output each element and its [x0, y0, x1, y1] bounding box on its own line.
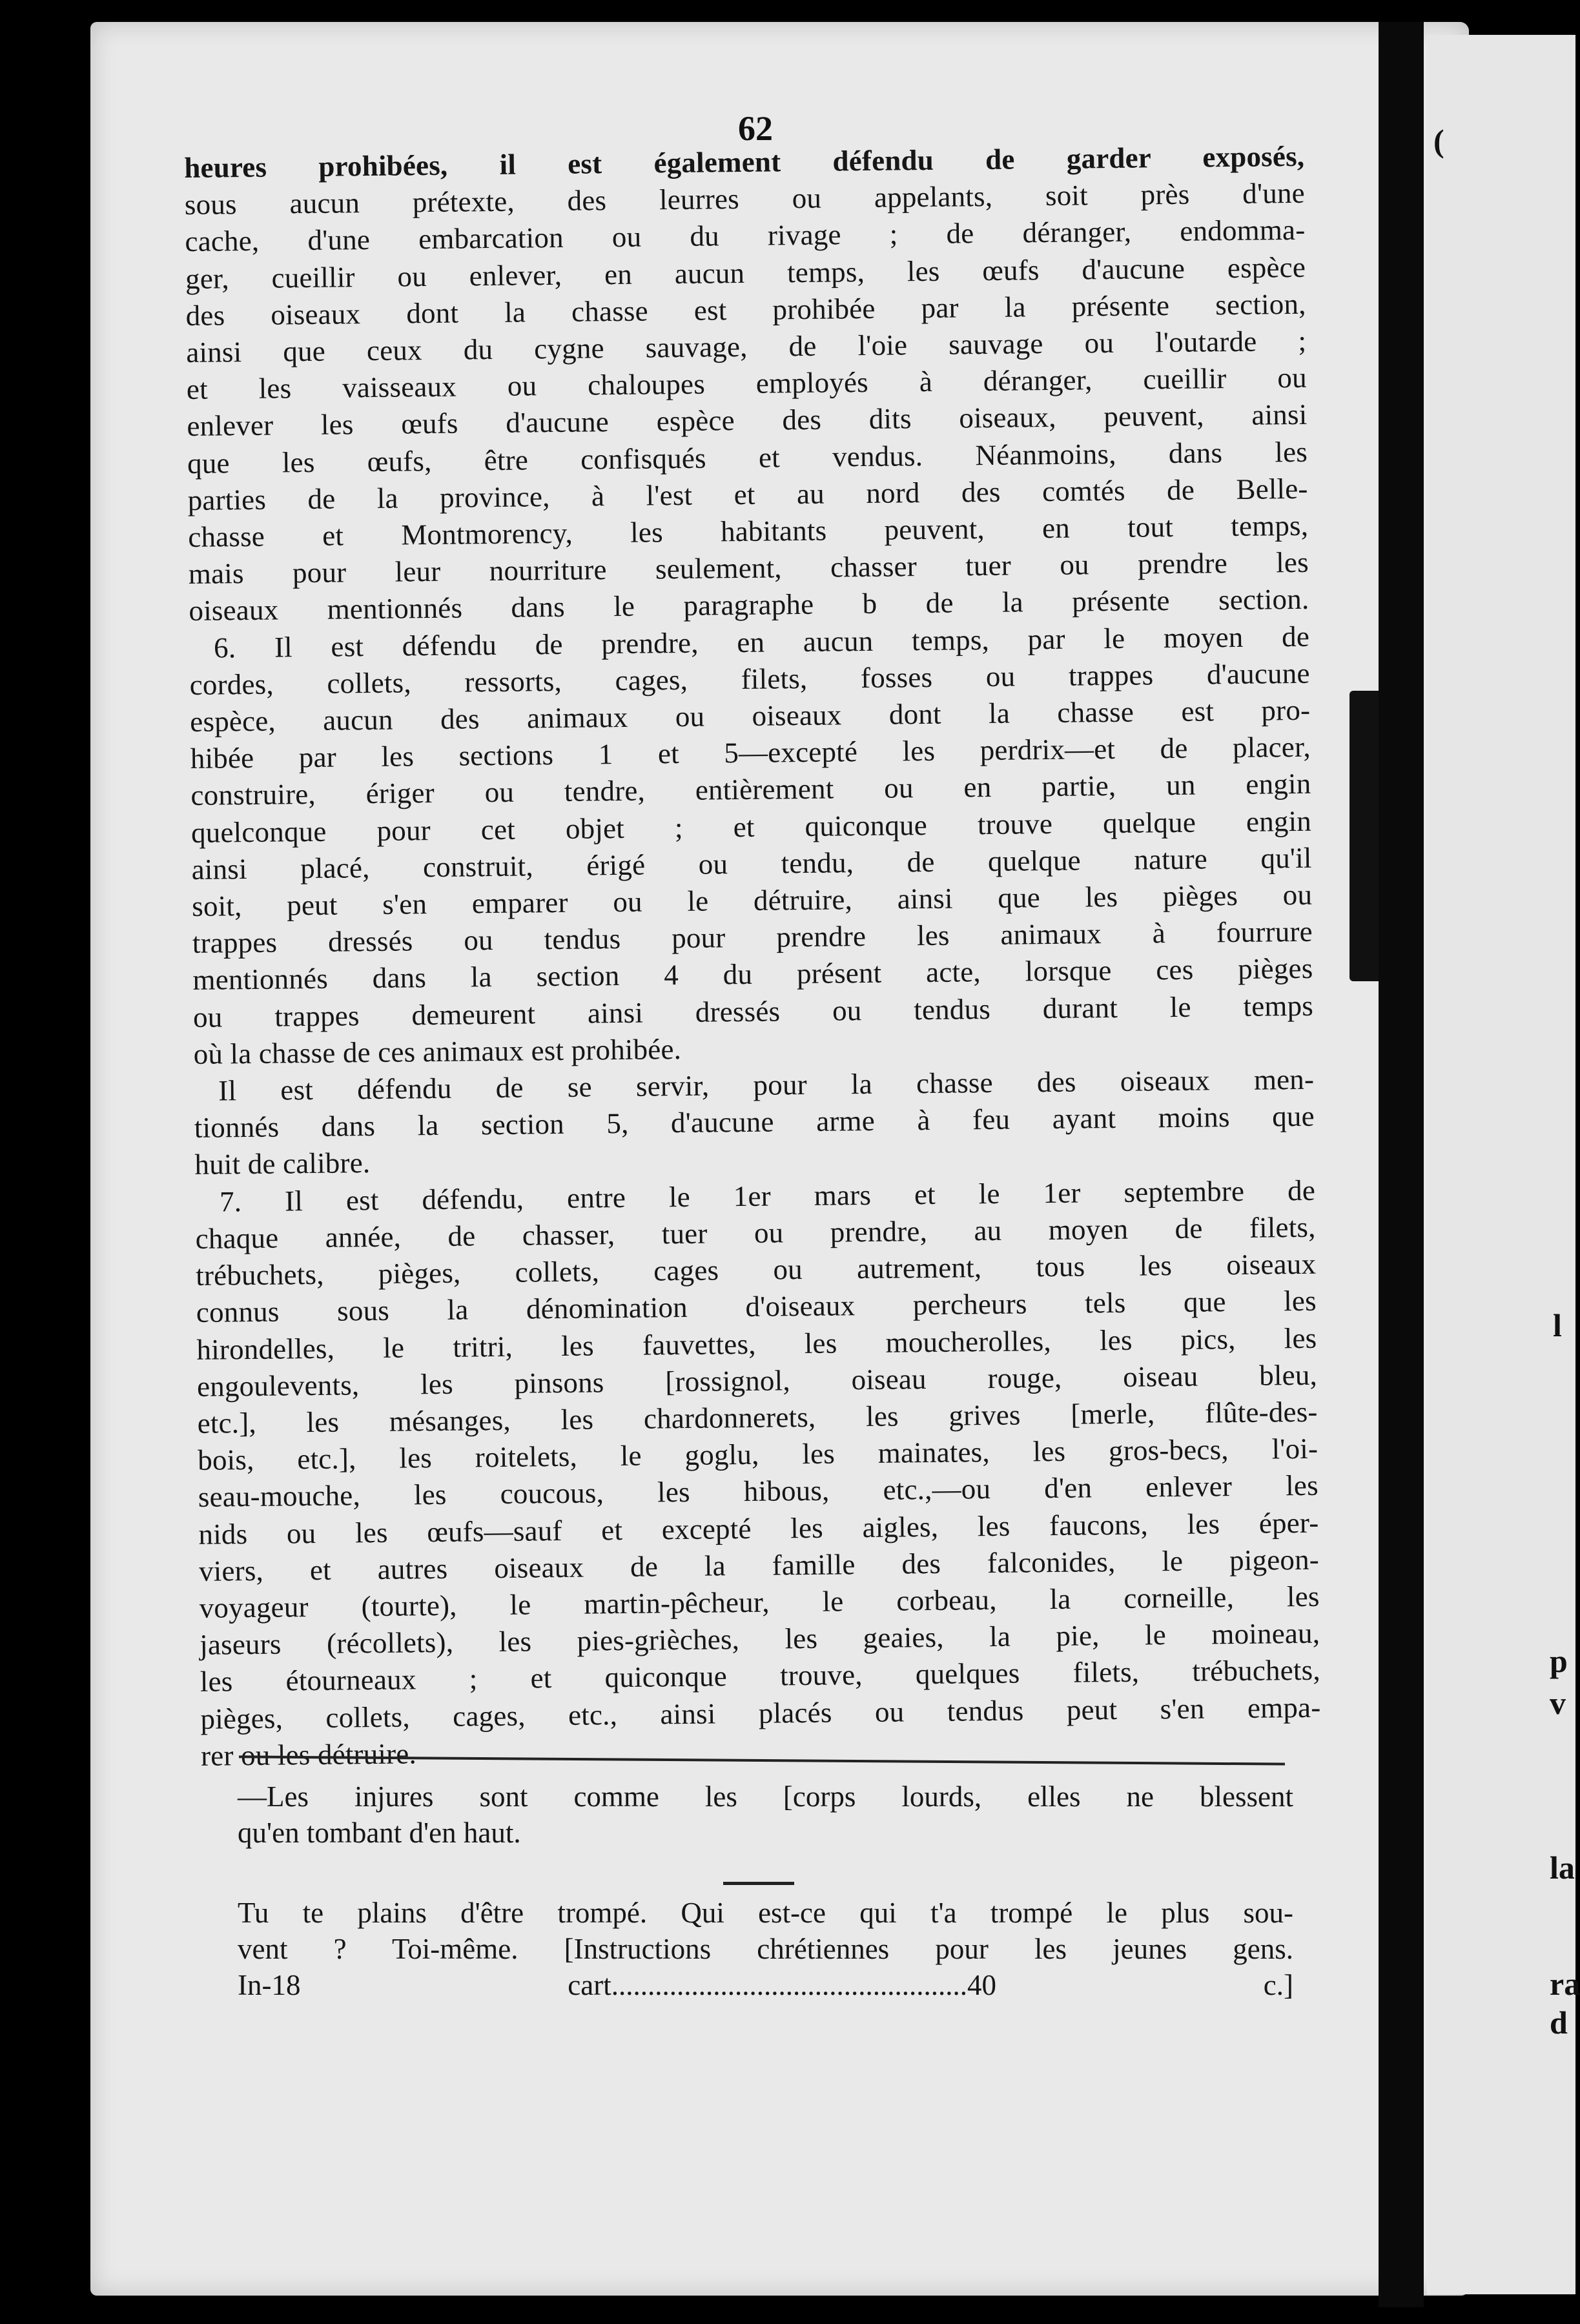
advert-line: vent ? Toi-même. [Instructions chrétiennes pour les jeunes gens. — [238, 1933, 1293, 1965]
section-6-start: 6. Il est défendu de prendre, en aucun temps, par le moyen de — [213, 620, 1310, 664]
adjacent-page-fragment: ra — [1550, 1966, 1580, 2002]
advert-line: In-18 cart.................................................40 c.] — [238, 1969, 1293, 2001]
paragraph-start: Il est défendu de se servir, pour la chasse des oiseaux men- — [218, 1063, 1315, 1107]
text-line: cache, d'une embarcation ou du rivage ; de déranger, endomma- — [185, 214, 1306, 258]
adjacent-page-fragment: p — [1550, 1643, 1568, 1679]
adjacent-page-fragment: l — [1553, 1307, 1562, 1343]
text-line: et les vaisseaux ou chaloupes employés à déranger, cueillir ou — [186, 362, 1308, 406]
text-line: nids ou les œufs—sauf et excepté les aigles, les faucons, les éper- — [198, 1506, 1319, 1551]
text-line: rer ou les détruire. — [200, 1737, 417, 1772]
quote-line: qu'en tombant d'en haut. — [238, 1817, 521, 1849]
text-line: mais pour leur nourriture seulement, chasser tuer ou prendre les — [188, 546, 1309, 591]
text-line: ainsi placé, construit, érigé ou tendu, de quelque nature qu'il — [191, 841, 1312, 886]
text-line: enlever les œufs d'aucune espèce des dits oiseaux, peuvent, ainsi — [187, 398, 1308, 443]
text-line: trébuchets, pièges, collets, cages ou autrement, tous les oiseaux — [196, 1247, 1317, 1292]
text-line: espèce, aucun des animaux ou oiseaux dont la chasse est pro- — [190, 693, 1311, 738]
text-line: que les œufs, être confisqués et vendus. Néanmoins, dans les — [187, 435, 1308, 480]
text-line: hibée par les sections 1 et 5—excepté les perdrix—et de placer, — [190, 731, 1311, 775]
text-line: ou trappes demeurent ainsi dressés ou tendus durant le temps — [192, 989, 1314, 1034]
text-line: bois, etc.], les roitelets, le goglu, les mainates, les gros-becs, l'oi- — [197, 1432, 1318, 1476]
text-line: chasse et Montmorency, les habitants peuvent, en tout temps, — [188, 509, 1309, 553]
adjacent-page-fragment: la — [1550, 1850, 1575, 1886]
maxim-quote — [238, 1779, 1293, 1851]
text-line: des oiseaux dont la chasse est prohibée par la présente section, — [185, 287, 1306, 332]
advert-line: Tu te plains d'être trompé. Qui est-ce qui t'a trompé le plus sou- — [238, 1897, 1293, 1929]
text-line: etc.], les mésanges, les chardonnerets, les grives [merle, flûte-des- — [197, 1395, 1318, 1440]
text-line: voyageur (tourte), le martin-pêcheur, le corbeau, la corneille, les — [199, 1580, 1320, 1624]
text-line: quelconque pour cet objet ; et quiconque trouve quelque engin — [190, 804, 1312, 849]
text-line: jaseurs (récollets), les pies-grièches, les geaies, la pie, le moineau, — [199, 1616, 1320, 1661]
book-binding — [1379, 22, 1424, 2307]
text-line: connus sous la dénomination d'oiseaux percheurs tels que les — [196, 1285, 1317, 1329]
adjacent-page-fragment: d — [1550, 2004, 1568, 2041]
text-line: soit, peut s'en emparer ou le détruire, ainsi que les pièges ou — [192, 878, 1313, 922]
text-line: viers, et autres oiseaux de la famille des falconides, le pigeon- — [198, 1543, 1320, 1587]
text-line: tionnés dans la section 5, d'aucune arme à feu ayant moins que — [194, 1100, 1315, 1145]
adjacent-page-fragment: ( — [1433, 123, 1444, 159]
text-line: mentionnés dans la section 4 du présent acte, lorsque ces pièges — [192, 952, 1313, 997]
text-line: pièges, collets, cages, etc., ainsi placés ou tendus peut s'en empa- — [200, 1691, 1321, 1735]
adjacent-page-fragment: v — [1550, 1685, 1566, 1721]
body-text — [184, 138, 1321, 1775]
text-line: engoulevents, les pinsons [rossignol, oiseau rouge, oiseau bleu, — [196, 1358, 1318, 1403]
text-line: ainsi que ceux du cygne sauvage, de l'oie sauvage ou l'outarde ; — [186, 324, 1307, 369]
book-advert — [238, 1895, 1293, 2003]
text-line: construire, ériger ou tendre, entièrement ou en partie, un engin — [190, 768, 1311, 812]
text-line: chaque année, de chasser, tuer ou prendre, au moyen de filets, — [195, 1210, 1316, 1255]
text-line: cordes, collets, ressorts, cages, filets, fosses ou trappes d'aucune — [189, 657, 1310, 701]
text-line: sous aucun prétexte, des leurres ou appelants, soit près d'une — [184, 177, 1306, 221]
section-7-start: 7. Il est défendu, entre le 1er mars et le 1er septembre de — [219, 1174, 1316, 1218]
text-line: les étourneaux ; et quiconque trouve, quelques filets, trébuchets, — [200, 1654, 1321, 1698]
text-line: hirondelles, le tritri, les fauvettes, les moucherolles, les pics, les — [196, 1321, 1317, 1366]
text-line: parties de la province, à l'est et au nord des comtés de Belle- — [187, 472, 1308, 516]
text-line: huit de calibre. — [194, 1147, 371, 1181]
quote-line: —Les injures sont comme les [corps lourds, elles ne blessent — [238, 1780, 1293, 1813]
text-line: ger, cueillir ou enlever, en aucun temps, les œufs d'aucune espèce — [185, 250, 1306, 295]
adjacent-page — [1427, 35, 1580, 2294]
text-line: où la chasse de ces animaux est prohibée. — [193, 1032, 682, 1070]
short-separator — [723, 1882, 794, 1885]
text-line: heures prohibées, il est également défendu de garder exposés, — [184, 139, 1305, 184]
text-line: seau-mouche, les coucous, les hibous, etc.,—ou d'en enlever les — [198, 1469, 1319, 1514]
text-line: trappes dressés ou tendus pour prendre les animaux à fourrure — [192, 915, 1313, 960]
text-line: oiseaux mentionnés dans le paragraphe b de la présente section. — [189, 583, 1309, 627]
page-number: 62 — [738, 109, 773, 148]
